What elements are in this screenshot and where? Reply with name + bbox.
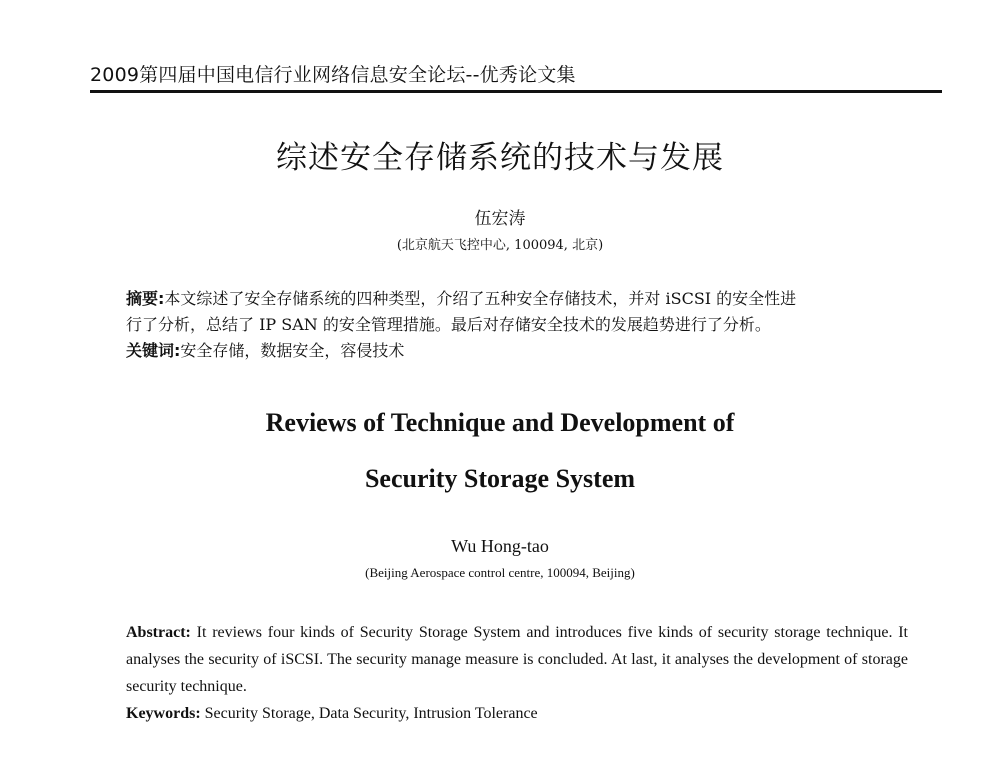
chinese-author: 伍宏涛: [474, 209, 526, 229]
english-title-line-2: Security Storage System: [364, 464, 636, 493]
chinese-affiliation: (北京航天飞控中心, 100094, 北京): [396, 238, 604, 253]
chinese-keywords-label: 关键词:: [126, 341, 181, 360]
chinese-keywords: [126, 338, 906, 364]
english-abstract-label: Abstract:: [126, 624, 191, 641]
chinese-abstract-line-2: [126, 312, 906, 338]
english-author: Wu Hong-tao: [451, 536, 549, 556]
english-abstract: [126, 619, 908, 727]
english-keywords: [126, 700, 908, 727]
header-rule: [90, 90, 942, 93]
chinese-abstract-line-1: [126, 286, 906, 312]
english-keywords-text: Security Storage, Data Security, Intrusion Tolerance: [204, 705, 538, 722]
chinese-keywords-text: 安全存储，数据安全，容侵技术: [180, 341, 405, 360]
english-abstract-text: It reviews four kinds of Security Storage System and introduces five kinds of security storage technique. It analyses the security of iSCSI. The security manage measure is concluded. At last, it analyses the development of storage security technique.: [126, 624, 908, 695]
running-header: 2009第四届中国电信行业网络信息安全论坛--优秀论文集: [90, 64, 576, 86]
chinese-abstract-label: 摘要:: [126, 289, 165, 308]
chinese-title: 综述安全存储系统的技术与发展: [276, 140, 724, 176]
english-abstract-paragraph: [126, 619, 908, 700]
chinese-abstract: [126, 286, 906, 364]
english-keywords-label: Keywords:: [126, 705, 201, 722]
chinese-abstract-text-2: 行了分析，总结了 IP SAN 的安全管理措施。最后对存储安全技术的发展趋势进行了分析。: [126, 315, 771, 334]
english-affiliation: (Beijing Aerospace control centre, 100094, Beijing): [365, 565, 635, 580]
chinese-abstract-text-1: 本文综述了安全存储系统的四种类型，介绍了五种安全存储技术，并对 iSCSI 的安全性进: [164, 289, 797, 308]
english-title-line-1: Reviews of Technique and Development of: [265, 408, 735, 437]
